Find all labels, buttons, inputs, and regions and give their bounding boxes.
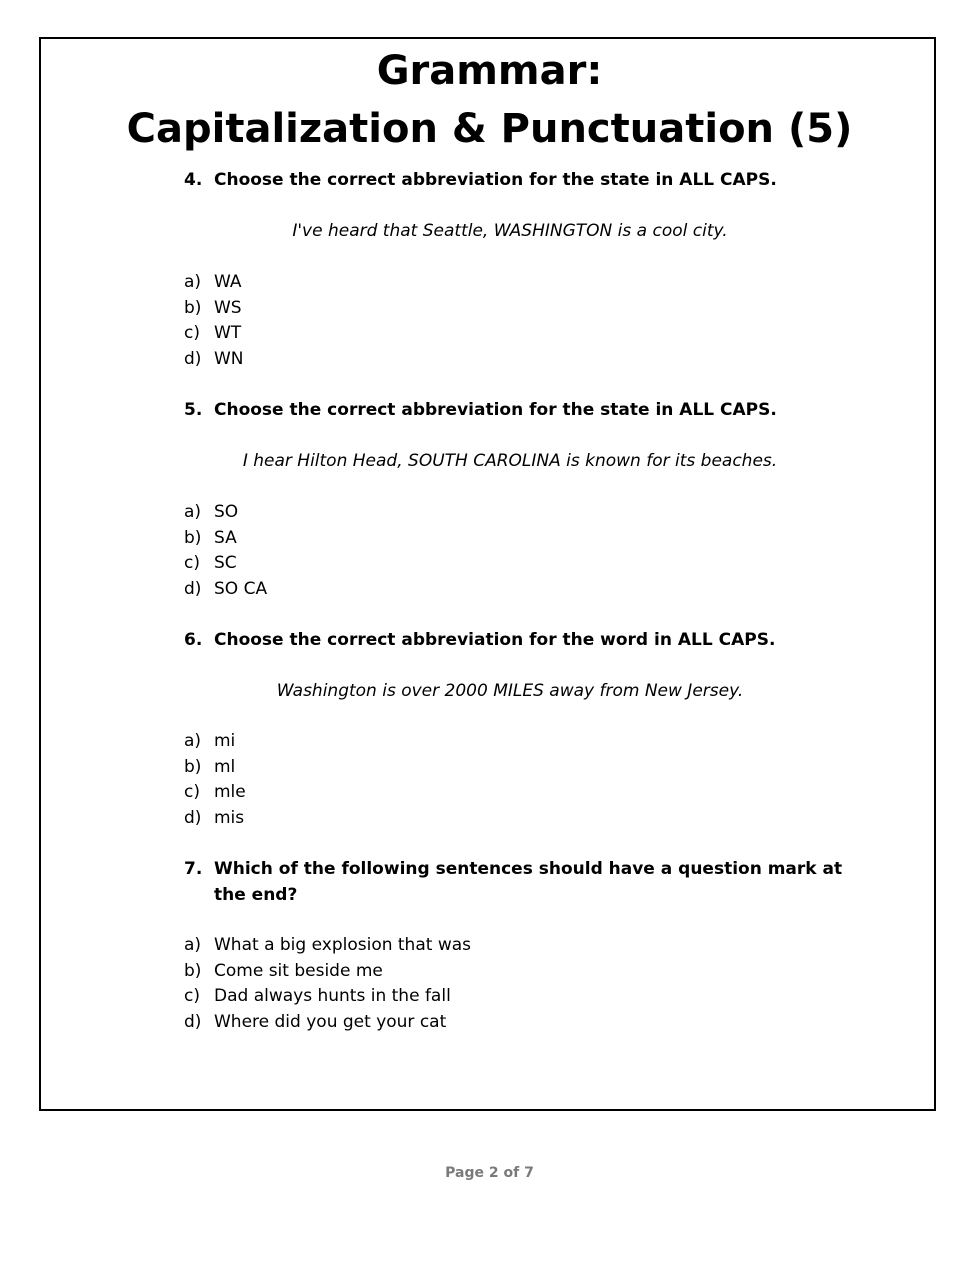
option-c[interactable]: [184, 321, 244, 347]
worksheet-frame: [39, 37, 936, 1111]
option-letter: d): [184, 1011, 202, 1032]
option-text: ml: [214, 756, 236, 777]
option-c[interactable]: [184, 984, 471, 1010]
option-text: SO CA: [214, 578, 268, 599]
option-letter: a): [184, 731, 202, 751]
option-d[interactable]: [184, 806, 246, 832]
option-a[interactable]: [184, 270, 244, 296]
question-6-sentence: Washington is over 2000 MILES away from New Jersey.: [276, 681, 744, 701]
page-number: Page 2 of 7: [445, 1165, 534, 1181]
option-text: What a big explosion that was: [214, 935, 472, 955]
question-number: 6.: [184, 630, 203, 650]
option-d[interactable]: [184, 1010, 471, 1036]
option-a[interactable]: [184, 500, 267, 526]
option-text: WN: [214, 348, 244, 369]
question-6-options: [184, 729, 246, 831]
option-b[interactable]: [184, 755, 246, 781]
question-7-heading: [184, 856, 854, 908]
option-letter: b): [184, 960, 202, 981]
page-title-line1: Grammar:: [376, 48, 603, 94]
question-5-options: [184, 500, 267, 602]
option-letter: a): [184, 935, 202, 955]
question-5-sentence: I hear Hilton Head, SOUTH CAROLINA is known for its beaches.: [242, 451, 778, 471]
option-b[interactable]: [184, 959, 471, 985]
page-title-line2: Capitalization & Punctuation (5): [126, 106, 853, 152]
option-b[interactable]: [184, 296, 244, 322]
question-prompt: Choose the correct abbreviation for the word in ALL CAPS.: [214, 630, 776, 650]
option-letter: b): [184, 527, 202, 548]
option-text: SO: [214, 502, 239, 522]
option-letter: c): [184, 782, 200, 803]
option-text: mis: [214, 807, 245, 828]
option-text: SC: [214, 553, 237, 574]
question-prompt: Choose the correct abbreviation for the state in ALL CAPS.: [214, 170, 777, 190]
option-letter: b): [184, 756, 202, 777]
option-text: Where did you get your cat: [214, 1011, 447, 1032]
option-letter: d): [184, 807, 202, 828]
option-a[interactable]: [184, 729, 246, 755]
option-text: WS: [214, 297, 242, 318]
question-prompt: Which of the following sentences should have a question mark at the end?: [214, 859, 843, 905]
option-text: mi: [214, 731, 236, 751]
option-letter: a): [184, 272, 202, 292]
option-letter: b): [184, 297, 202, 318]
question-number: 7.: [184, 859, 203, 879]
question-7-options: [184, 933, 471, 1035]
option-letter: d): [184, 578, 202, 599]
question-number: 5.: [184, 400, 203, 420]
option-letter: d): [184, 348, 202, 369]
option-c[interactable]: [184, 551, 267, 577]
option-d[interactable]: [184, 347, 244, 373]
question-5-heading: [184, 397, 854, 423]
option-letter: c): [184, 986, 200, 1007]
option-b[interactable]: [184, 526, 267, 552]
question-6-heading: [184, 627, 854, 653]
option-c[interactable]: [184, 780, 246, 806]
option-letter: a): [184, 502, 202, 522]
option-text: mle: [214, 782, 246, 803]
question-number: 4.: [184, 170, 203, 190]
question-4-heading: [184, 167, 854, 193]
option-text: SA: [214, 527, 237, 548]
option-text: WA: [214, 272, 242, 292]
option-text: WT: [214, 323, 242, 344]
question-4-options: [184, 270, 244, 372]
option-a[interactable]: [184, 933, 471, 959]
option-letter: c): [184, 553, 200, 574]
option-d[interactable]: [184, 577, 267, 603]
question-4-sentence: I've heard that Seattle, WASHINGTON is a cool city.: [292, 221, 728, 241]
option-letter: c): [184, 323, 200, 344]
option-text: Come sit beside me: [214, 960, 383, 981]
question-prompt: Choose the correct abbreviation for the state in ALL CAPS.: [214, 400, 777, 420]
option-text: Dad always hunts in the fall: [214, 986, 451, 1007]
